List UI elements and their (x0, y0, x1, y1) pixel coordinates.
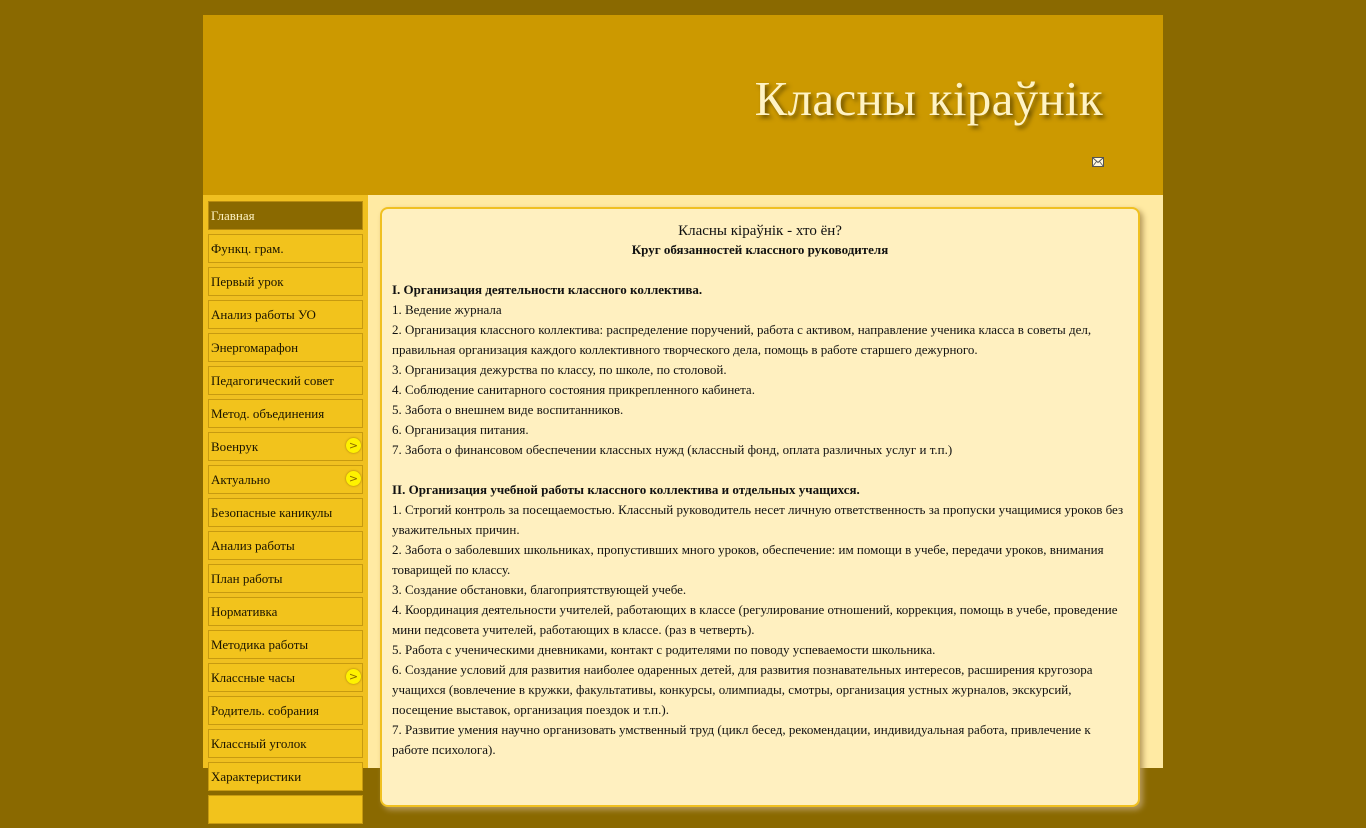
sidebar (203, 195, 368, 784)
sidebar-item[interactable] (208, 399, 363, 428)
sidebar-item[interactable] (208, 432, 363, 461)
list-item: 5. Работа с ученическими дневниками, контакт с родителями по поводу успеваемости школьника. (392, 642, 936, 657)
list-item: 1. Ведение журнала (392, 302, 502, 317)
list-item: 3. Создание обстановки, благоприятствующей учебе. (392, 582, 687, 597)
sidebar-item-label: Анализ работы УО (211, 307, 316, 322)
sidebar-item[interactable] (208, 762, 363, 791)
sidebar-item-label: План работы (211, 571, 283, 586)
site-header (203, 15, 1163, 195)
content-title: Класны кіраўнік - хто ён? (678, 223, 842, 239)
list-item: 2. Забота о заболевших школьниках, пропустивших много уроков, обеспечение: им помощи в учебе, передачи уроков, внимания товарищей по классу. (392, 542, 1104, 577)
list-item: 7. Забота о финансовом обеспечении классных нужд (классный фонд, оплата различных услуг и т.п.) (392, 442, 953, 457)
chevron-right-icon[interactable]: > (346, 669, 361, 684)
sidebar-item-label: Классные часы (211, 670, 295, 685)
sidebar-item[interactable] (208, 696, 363, 725)
list-item: 1. Строгий контроль за посещаемостью. Классный руководитель несет личную ответственность за пропуски учащимися уроков без уважительных причин. (392, 502, 1124, 537)
sidebar-item-label: Классный уголок (211, 736, 307, 751)
sidebar-item-label: Анализ работы (211, 538, 295, 553)
chevron-right-icon[interactable]: > (346, 471, 361, 486)
sidebar-item-label: Метод. объединения (211, 406, 325, 421)
sidebar-item[interactable] (208, 531, 363, 560)
sidebar-item[interactable] (208, 795, 363, 824)
list-item: 6. Организация питания. (392, 422, 529, 437)
sidebar-item[interactable] (208, 234, 363, 263)
section-heading: I. Организация деятельности классного коллектива. (392, 282, 703, 297)
sidebar-item[interactable] (208, 729, 363, 758)
list-item: 7. Развитие умения научно организовать умственный труд (цикл бесед, рекомендации, индивидуальная работа, привлечение к работе психолога). (392, 722, 1091, 757)
sidebar-item-label: Первый урок (211, 274, 284, 289)
sidebar-item-label: Военрук (211, 439, 259, 454)
sidebar-item[interactable] (208, 366, 363, 395)
sidebar-menu (208, 201, 363, 828)
sidebar-item-label: Нормативка (211, 604, 278, 619)
sidebar-item[interactable] (208, 465, 363, 494)
sidebar-item[interactable] (208, 300, 363, 329)
sidebar-item[interactable] (208, 333, 363, 362)
sidebar-item-label: Методика работы (211, 637, 309, 652)
content-box (380, 207, 1140, 807)
mail-icon[interactable] (1092, 157, 1104, 167)
sidebar-item-label: Безопасные каникулы (211, 505, 333, 520)
page-container (203, 15, 1163, 784)
sidebar-item[interactable] (208, 597, 363, 626)
site-title: Класны кіраўнік (754, 71, 1103, 126)
list-item: 2. Организация классного коллектива: распределение поручений, работа с активом, направление ученика класса в советы дел, правильная организация каждого коллективного творческого дела, помощь в работе старшего дежурного. (392, 322, 1092, 357)
sidebar-item-label: Характеристики (211, 769, 302, 784)
sidebar-item[interactable] (208, 564, 363, 593)
section-heading: II. Организация учебной работы классного коллектива и отдельных учащихся. (392, 482, 860, 497)
sidebar-item[interactable] (208, 498, 363, 527)
sidebar-item-label: Главная (211, 208, 255, 223)
list-item: 6. Создание условий для развития наиболее одаренных детей, для развития познавательных интересов, расширения кругозора учащихся (вовлечение в кружки, факультативы, конкурсы, олимпиады, смотры, организация устных журналов, экскурсий, посещение выставок, организация поездок и т.п.). (392, 662, 1093, 717)
sidebar-item[interactable] (208, 663, 363, 692)
sidebar-item[interactable] (208, 630, 363, 659)
content-subtitle: Круг обязанностей классного руководителя (631, 242, 889, 257)
content-body (392, 280, 1128, 760)
chevron-right-icon[interactable]: > (346, 438, 361, 453)
sidebar-item[interactable] (208, 201, 363, 230)
list-item: 4. Соблюдение санитарного состояния прикрепленного кабинета. (392, 382, 755, 397)
sidebar-item[interactable] (208, 267, 363, 296)
list-item: 3. Организация дежурства по классу, по школе, по столовой. (392, 362, 727, 377)
list-item: 5. Забота о внешнем виде воспитанников. (392, 402, 624, 417)
sidebar-item-label: Педагогический совет (211, 373, 334, 388)
sidebar-item-label: Актуально (211, 472, 271, 487)
list-item: 4. Координация деятельности учителей, работающих в классе (регулирование отношений, коррекция, помощь в учебе, проведение мини педсовета учителей, работающих в классе. (раз в четверть). (392, 602, 1118, 637)
sidebar-item-label: Родитель. собрания (211, 703, 320, 718)
sidebar-item-label: Функц. грам. (211, 241, 284, 256)
main-content-area (368, 195, 1163, 768)
sidebar-item-label: Энергомарафон (211, 340, 299, 355)
